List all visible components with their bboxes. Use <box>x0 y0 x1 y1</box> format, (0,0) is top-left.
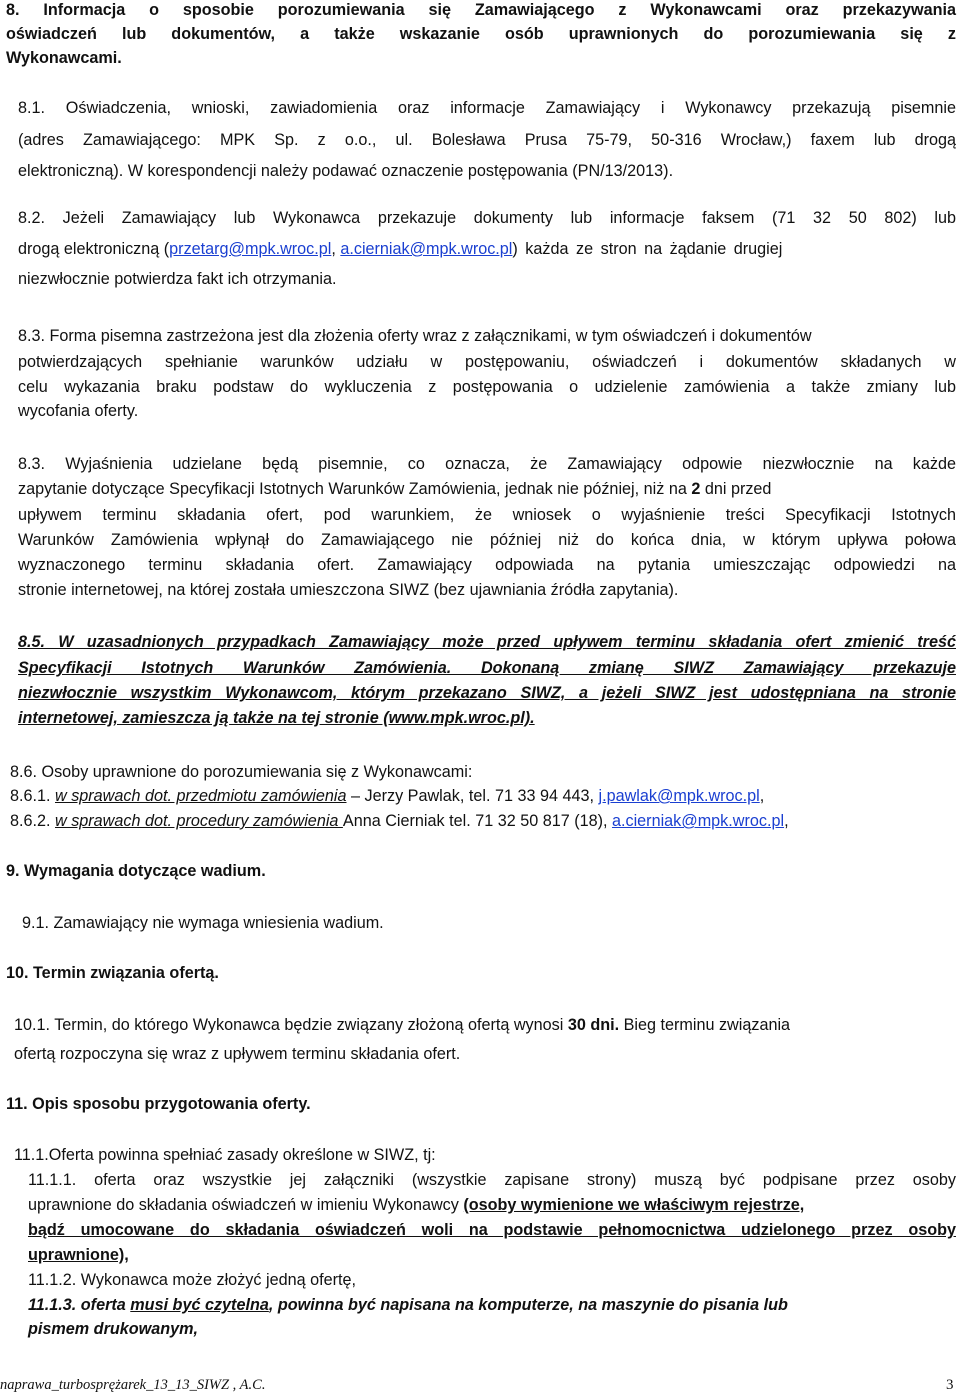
paragraph-8-6: 8.6. Osoby uprawnione do porozumiewania się z Wykonawcami: <box>10 763 473 781</box>
link-separator: , <box>331 240 341 258</box>
footer-filename: naprawa_turbosprężarek_13_13_SIWZ , A.C. <box>0 1377 266 1393</box>
contact-topic: w sprawach dot. procedury zamówienia <box>55 812 343 830</box>
item-number: 8.6.2. <box>10 812 55 830</box>
paragraph-8-2-line-3: niezwłocznie potwierdza fakt ich otrzymania. <box>18 270 337 288</box>
paragraph-8-3b-line-2 <box>18 478 956 500</box>
binding-text: 10.1. Termin, do którego Wykonawca będzie związany złożoną ofertą wynosi <box>14 1016 568 1034</box>
paragraph-11-1-1-line-2 <box>28 1194 956 1216</box>
paragraph-11-1-3-line-2: pismem drukowanym, <box>28 1320 199 1338</box>
punctuation: , <box>784 812 789 830</box>
paragraph-8-2-text-start: drogą elektroniczną ( <box>18 240 170 258</box>
readability-text-end: , powinna być napisana na komputerze, na maszynie do pisania lub <box>268 1296 788 1314</box>
email-link-przetarg[interactable]: przetarg@mpk.wroc.pl <box>169 240 332 258</box>
paragraph-8-3b-line-3: upływem terminu składania ofert, pod warunkiem, że wniosek o wyjaśnienie treści Specyfikacji Istotnych <box>18 506 956 524</box>
punctuation: , <box>759 787 765 805</box>
paragraph-8-3b-line-2-text <box>18 478 771 500</box>
paragraph-8-5-line-3: niezwłocznie wszystkim Wykonawcom, którym przekazano SIWZ, a jeżeli SIWZ jest udostępniana na stronie <box>18 684 956 702</box>
authorized-text: uprawnione do składania oświadczeń w imieniu Wykonawcy <box>28 1196 464 1214</box>
paragraph-8-3a-line-3: celu wykazania braku podstaw do wykluczenia z postępowania o udzielenie zamówienia a także zmiany lub <box>18 378 956 396</box>
item-number: 8.6.1. <box>10 787 55 805</box>
paragraph-8-1-line-1: 8.1. Oświadczenia, wnioski, zawiadomienia oraz informacje Zamawiający i Wykonawcy przekazują pisemnie <box>18 99 956 117</box>
paragraph-10-1-line-1 <box>14 1014 956 1036</box>
paragraph-8-3a-line-2: potwierdzających spełnianie warunków udziału w postępowaniu, oświadczeń i dokumentów składanych w <box>18 353 956 371</box>
paragraph-11-1-1-line-4: uprawnione), <box>28 1246 129 1264</box>
page-number: 3 <box>946 1377 954 1393</box>
section-9-heading: 9. Wymagania dotyczące wadium. <box>6 862 266 880</box>
paragraph-8-3b-line-4: Warunków Zamówienia wpłynął do Zamawiającego nie później niż do końca dnia, w którym upływa połowa <box>18 531 956 549</box>
section-11-heading: 11. Opis sposobu przygotowania oferty. <box>6 1095 311 1113</box>
section-8-heading-line-3: Wykonawcami. <box>6 49 122 67</box>
paragraph-8-3b-line-6: stronie internetowej, na której została umieszczona SIWZ (bez ujawniania źródła zapytania). <box>18 581 679 599</box>
paragraph-8-6-2 <box>10 810 789 832</box>
deadline-text: zapytanie dotyczące Specyfikacji Istotnych Warunków Zamówienia, jednak nie później, niż na <box>18 480 692 498</box>
contact-topic: w sprawach dot. przedmiotu zamówienia <box>55 787 347 805</box>
paragraph-8-5-line-2: Specyfikacji Istotnych Warunków Zamówienia. Dokonaną zmianę SIWZ Zamawiający przekazuje <box>18 659 956 677</box>
binding-text-end: Bieg terminu związania <box>619 1016 791 1034</box>
paragraph-8-2-line-1: 8.2. Jeżeli Zamawiający lub Wykonawca przekazuje dokumenty lub informacje faksem (71 32 50 802) lub <box>18 209 956 227</box>
paragraph-11-1-1-line-1: 11.1.1. oferta oraz wszystkie jej załączniki (wszystkie zapisane strony) muszą być podpisane przez osoby <box>28 1171 956 1189</box>
paragraph-8-5-line-4: internetowej, zamieszcza ją także na tej stronie (www.mpk.wroc.pl). <box>18 709 535 727</box>
paragraph-11-1: 11.1.Oferta powinna spełniać zasady określone w SIWZ, tj: <box>14 1146 436 1164</box>
paragraph-8-3a-line-4: wycofania oferty. <box>18 402 139 420</box>
deadline-text-end: dni przed <box>700 480 772 498</box>
paragraph-11-1-3-line-1 <box>28 1294 956 1316</box>
paragraph-8-3b-line-5: wyznaczonego terminu składania ofert. Zamawiający odpowiada na pytania umieszczając odpowiedzi na <box>18 556 956 574</box>
paragraph-8-2-text-end: ) każda ze stron na żądanie drugiej <box>512 240 783 258</box>
paragraph-8-2-line-2 <box>18 238 956 260</box>
email-link-pawlak[interactable]: j.pawlak@mpk.wroc.pl <box>598 787 760 805</box>
paragraph-8-3b-line-1: 8.3. Wyjaśnienia udzielane będą pisemnie, co oznacza, że Zamawiający odpowie niezwłocznie na każde <box>18 455 956 473</box>
deadline-days: 2 <box>691 480 701 498</box>
paragraph-8-5-line-1: 8.5. W uzasadnionych przypadkach Zamawiający może przed upływem terminu składania ofert zmienić treść <box>18 633 956 651</box>
section-8-heading-line-2: oświadczeń lub dokumentów, a także wskazanie osób uprawnionych do porozumiewania się z <box>6 25 956 43</box>
email-link-cierniak-2[interactable]: a.cierniak@mpk.wroc.pl <box>611 812 785 830</box>
paragraph-10-1-line-2: ofertą rozpoczyna się wraz z upływem terminu składania ofert. <box>14 1045 461 1063</box>
contact-details: – Jerzy Pawlak, tel. 71 33 94 443, <box>346 787 599 805</box>
paragraph-11-1-1-line-3: bądź umocowane do składania oświadczeń woli na podstawie pełnomocnictwa udzielonego przez osoby <box>28 1221 956 1239</box>
paragraph-9-1: 9.1. Zamawiający nie wymaga wniesienia wadium. <box>22 914 384 932</box>
email-link-cierniak[interactable]: a.cierniak@mpk.wroc.pl <box>340 240 513 258</box>
paragraph-8-6-1 <box>10 785 764 807</box>
contact-details: Anna Cierniak tel. 71 32 50 817 (18), <box>342 812 612 830</box>
paragraph-11-1-2: 11.1.2. Wykonawca może złożyć jedną ofertę, <box>28 1271 356 1289</box>
paragraph-8-1-line-3: elektroniczną). W korespondencji należy podawać oznaczenie postępowania (PN/13/2013). <box>18 162 674 180</box>
authorized-persons: (osoby wymienione we właściwym rejestrze, <box>463 1196 805 1214</box>
binding-days: 30 dni. <box>567 1016 620 1034</box>
section-8-heading-line-1: 8. Informacja o sposobie porozumiewania się Zamawiającego z Wykonawcami oraz przekazywania <box>6 1 956 19</box>
section-10-heading: 10. Termin związania ofertą. <box>6 964 219 982</box>
readability-requirement: musi być czytelna <box>130 1296 269 1314</box>
paragraph-8-1-line-2: (adres Zamawiającego: MPK Sp. z o.o., ul. Bolesława Prusa 75-79, 50-316 Wrocław,) faxem lub drogą <box>18 131 956 149</box>
paragraph-8-3a-line-1: 8.3. Forma pisemna zastrzeżona jest dla złożenia oferty wraz z załącznikami, w tym oświadczeń i dokumentów <box>18 327 812 345</box>
readability-text: 11.1.3. oferta <box>28 1296 131 1314</box>
paragraph-10-1-text <box>14 1014 790 1036</box>
